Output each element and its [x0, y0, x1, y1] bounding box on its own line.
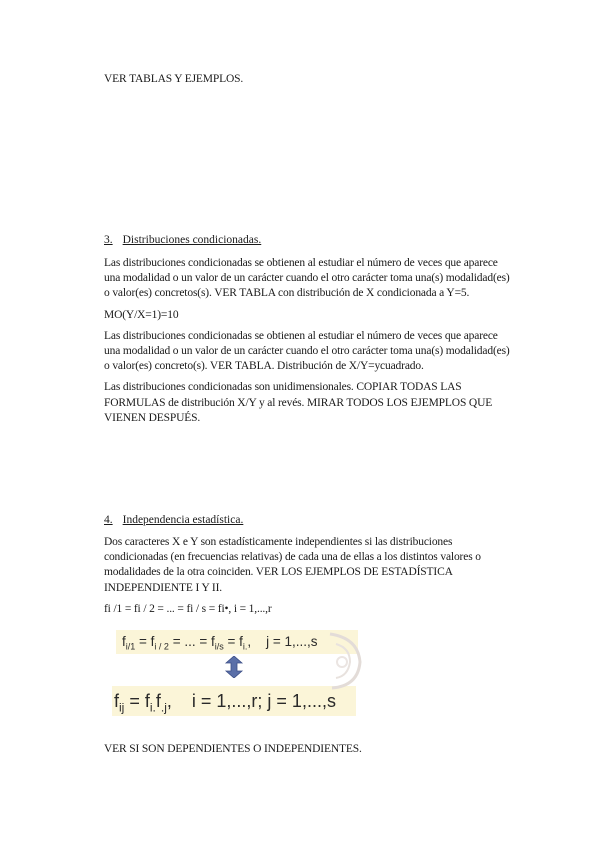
mode-formula: MO(Y/X=1)=10 — [104, 308, 179, 321]
section-4-number: 4. — [104, 514, 113, 526]
paragraph: Las distribuciones condicionadas se obtienen al estudiar el número de veces que aparece una modalidad o un valor de un carácter cuando el otro carácter toma una(s) modalidad(es) o valor(es) concreto(s). VER TABLA. Distribución de X/Y=ycuadrado. — [104, 329, 510, 373]
section-4-title: Independencia estadística. — [122, 514, 244, 526]
bottom-note: VER SI SON DEPENDIENTES O INDEPENDIENTES. — [104, 743, 362, 755]
top-note: VER TABLAS Y EJEMPLOS. — [104, 73, 244, 85]
section-3-title: Distribuciones condicionadas. — [122, 234, 262, 246]
formula-line-1: $f_{i/1} = f_{i / 2}$ = ... = $f_{i/s} = f_{i.}$, j = 1,...,s — [116, 630, 358, 654]
section-3-body — [104, 256, 516, 432]
section-3-heading — [104, 234, 261, 246]
double-arrow-icon — [224, 656, 244, 678]
formula-line-2: $f_{ij} = f_{i.}f_{.j}$, i = 1,...,r; j = 1,...,s — [112, 686, 356, 716]
watermark-seal-fragment — [320, 628, 366, 692]
section-4-heading — [104, 514, 243, 526]
paragraph: Las distribuciones condicionadas se obtienen al estudiar el número de veces que aparece una modalidad o un valor de un carácter cuando el otro carácter toma una(s) modalidad(es) o valor(es) concretos(s). VER TABLA con distribución de X condicionada a Y=5. — [104, 257, 510, 300]
independence-formula-text: fi /1 = fi / 2 = ... = fi / s = fi•, i = 1,...,r — [104, 602, 272, 615]
section-3-number: 3. — [104, 234, 113, 246]
section-4-body — [104, 535, 516, 623]
paragraph: Las distribuciones condicionadas son unidimensionales. COPIAR TODAS LAS FORMULAS de distribución X/Y y al revés. MIRAR TODOS LOS EJEMPLOS QUE VIENEN DESPUÉS. — [104, 381, 493, 424]
paragraph: Dos caracteres X e Y son estadísticamente independientes si las distribuciones condicionadas (en frecuencias relativas) de cada una de ellas a los distintos valores o modalidades de la otra coinciden. VER LOS EJEMPLOS DE ESTADÍSTICA INDEPENDIENTE I Y II. — [104, 536, 481, 594]
